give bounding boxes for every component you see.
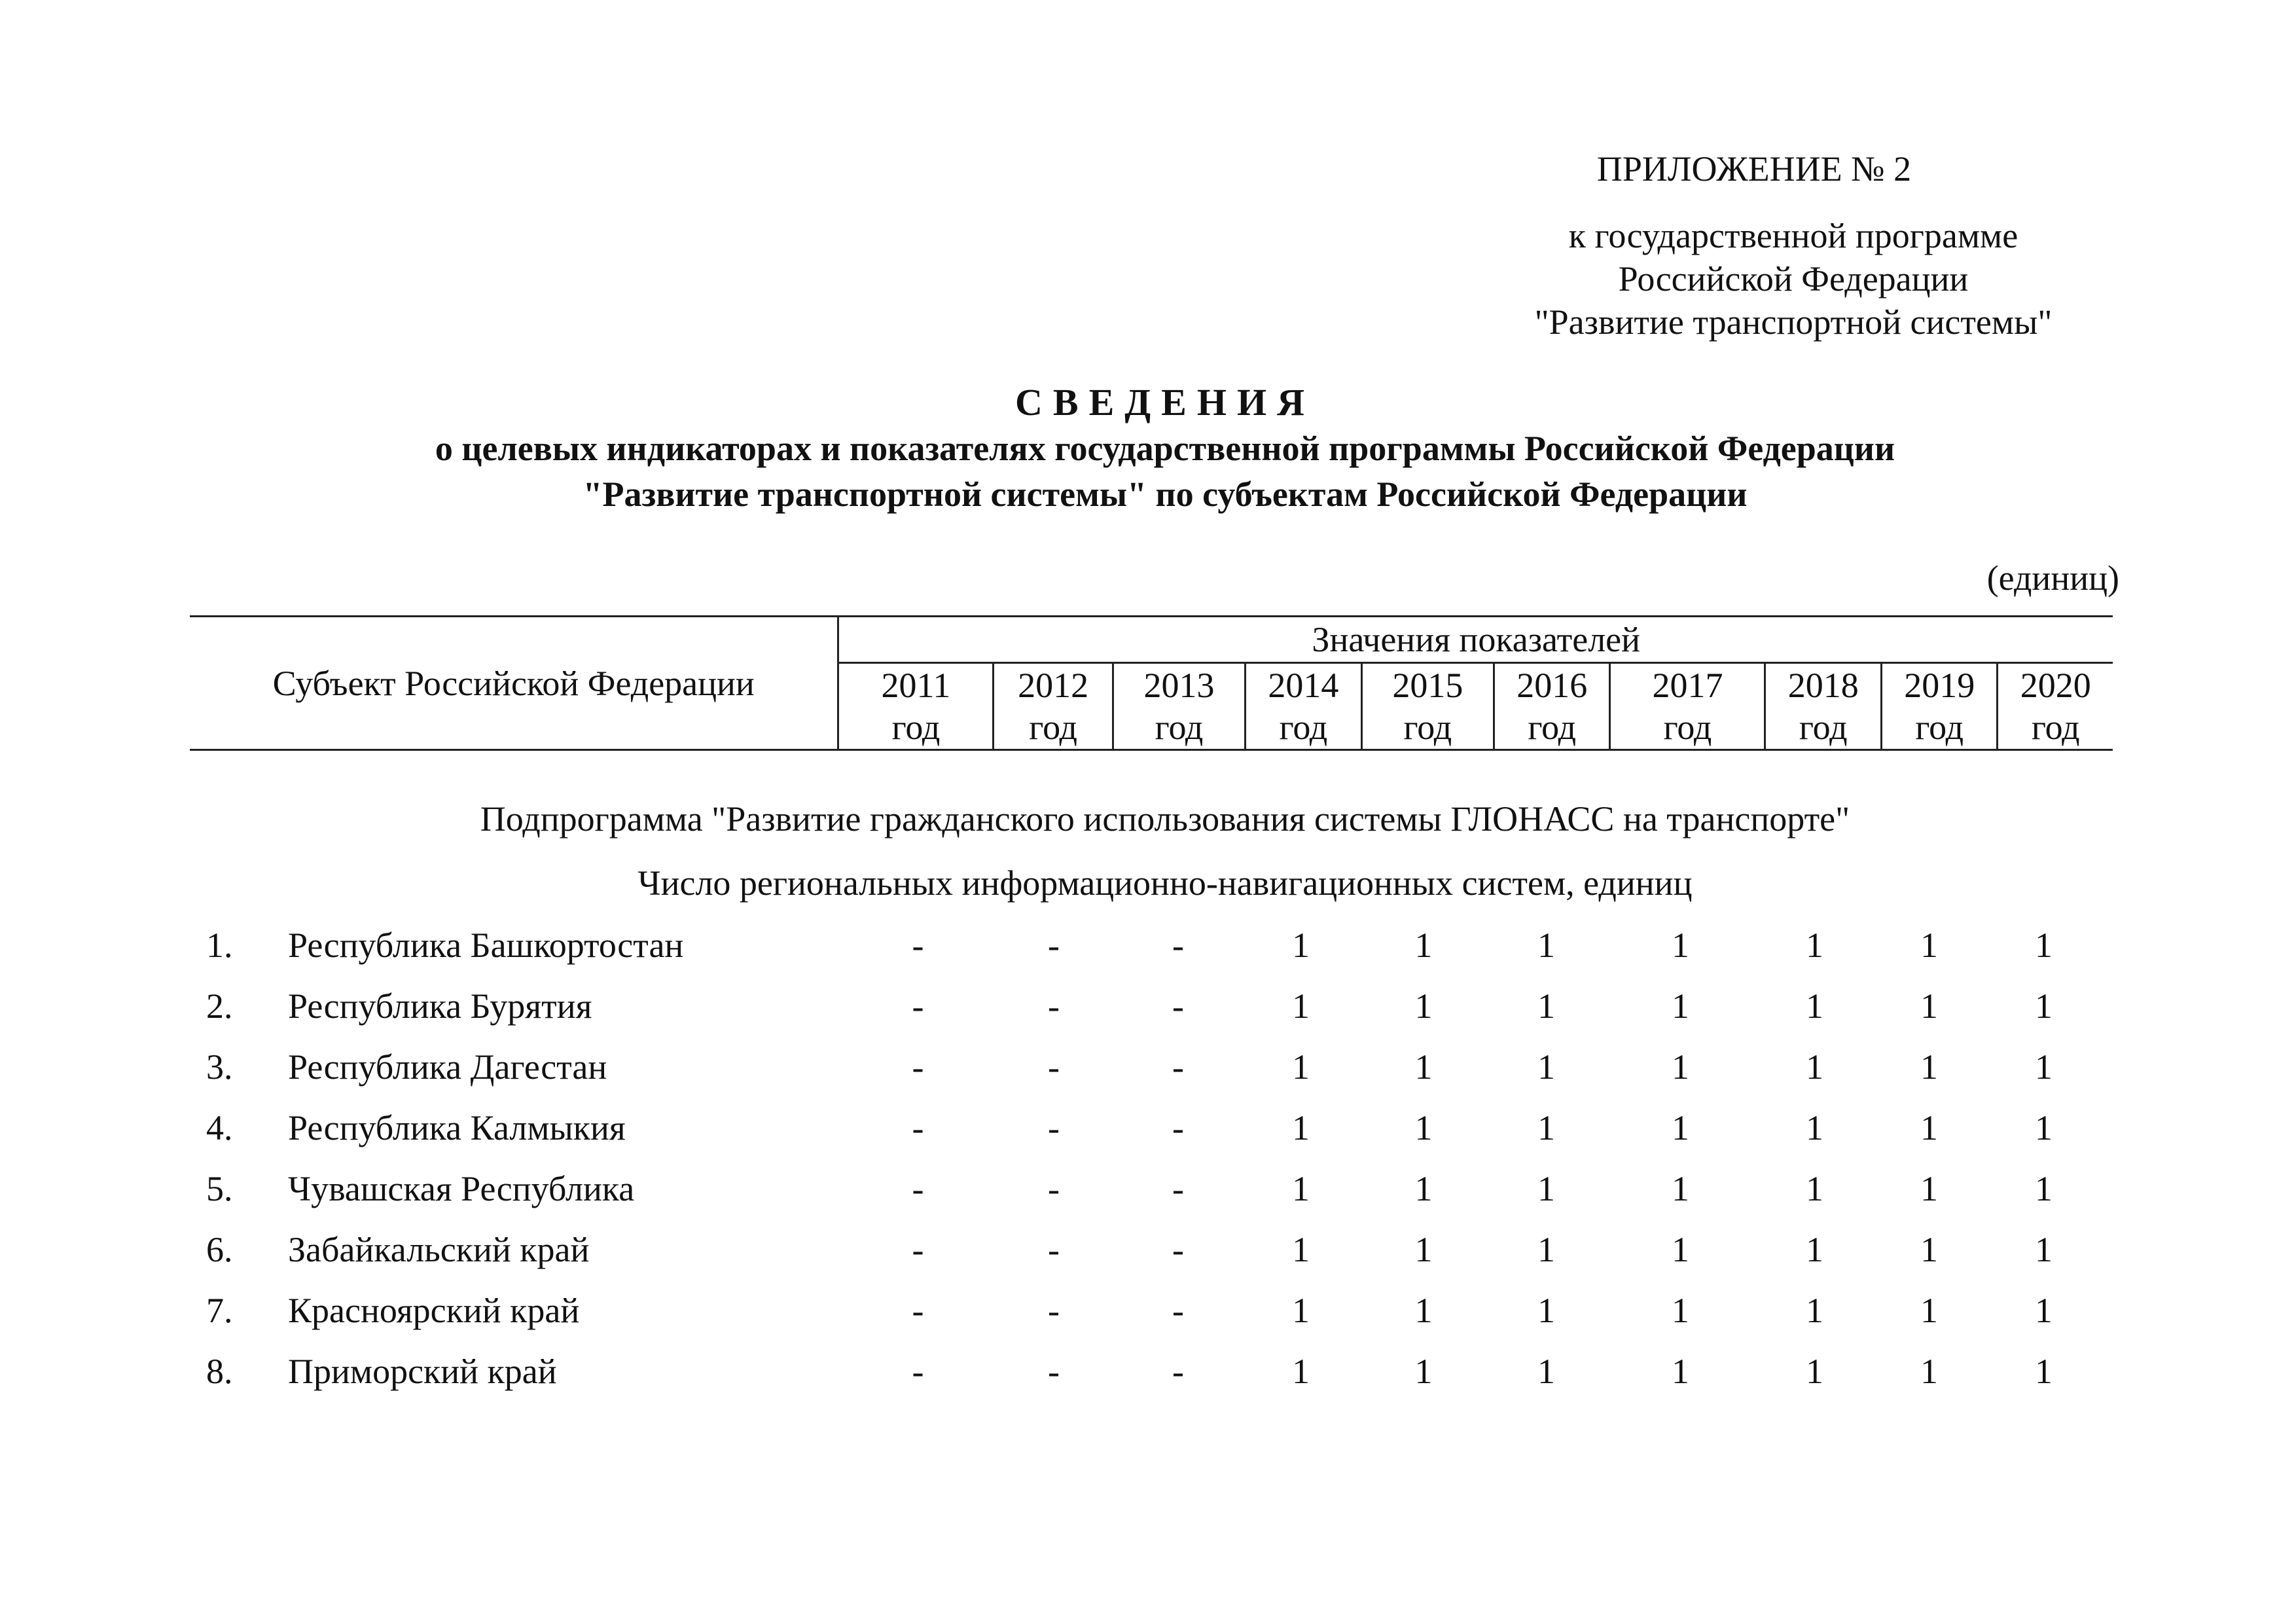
region-name: Республика Бурятия: [288, 986, 592, 1026]
year-label: 2017: [1652, 666, 1723, 705]
row-number: 8.: [206, 1352, 233, 1391]
value-cell-2017: 1: [1672, 1169, 1689, 1208]
year-label: 2016: [1516, 666, 1588, 705]
year-label: 2012: [1018, 666, 1089, 705]
value-cell-2011: -: [912, 986, 924, 1026]
value-cell-2016: 1: [1537, 1352, 1555, 1391]
value-cell-2018: 1: [1806, 1230, 1823, 1269]
title-line-2: "Развитие транспортной системы" по субъектам Российской Федерации: [583, 475, 1748, 514]
value-cell-2015: 1: [1414, 1352, 1433, 1391]
value-cell-2014: 1: [1292, 926, 1310, 965]
value-cell-2018: 1: [1806, 986, 1823, 1026]
value-cell-2018: 1: [1806, 1352, 1823, 1391]
value-cell-2016: 1: [1537, 1169, 1555, 1208]
value-cell-2011: -: [912, 1108, 924, 1147]
value-cell-2012: -: [1048, 1352, 1060, 1391]
appendix-number: ПРИЛОЖЕНИЕ № 2: [1596, 149, 1912, 189]
year-label: 2014: [1268, 666, 1339, 705]
value-cell-2011: -: [912, 1352, 924, 1391]
title-line-1: о целевых индикаторах и показателях государственной программы Российской Федерации: [435, 429, 1895, 468]
value-cell-2011: -: [912, 1169, 924, 1208]
value-cell-2014: 1: [1292, 986, 1310, 1026]
data-rows: [190, 915, 2113, 1402]
value-cell-2020: 1: [2035, 1230, 2053, 1269]
year-header-2016: [1494, 663, 1609, 750]
value-cell-2014: 1: [1292, 1291, 1310, 1330]
region-name: Приморский край: [288, 1352, 557, 1391]
value-cell-2017: 1: [1672, 1352, 1689, 1391]
value-cell-2012: -: [1048, 1047, 1060, 1087]
value-cell-2012: -: [1048, 1108, 1060, 1147]
appendix-line-2: Российской Федерации: [1618, 259, 1969, 298]
value-cell-2018: 1: [1806, 926, 1823, 965]
value-cell-2018: 1: [1806, 1047, 1823, 1087]
value-cell-2013: -: [1172, 986, 1184, 1026]
region-name: Республика Дагестан: [288, 1047, 607, 1087]
value-cell-2011: -: [912, 1291, 924, 1330]
year-label: 2011: [881, 666, 951, 705]
value-cell-2013: -: [1172, 1169, 1184, 1208]
year-header-2011: [838, 663, 994, 750]
year-label: 2015: [1392, 666, 1463, 705]
value-cell-2014: 1: [1292, 1352, 1310, 1391]
value-cell-2012: -: [1048, 926, 1060, 965]
value-cell-2020: 1: [2035, 1047, 2053, 1087]
value-cell-2013: -: [1172, 1047, 1184, 1087]
value-cell-2013: -: [1172, 1291, 1184, 1330]
value-cell-2016: 1: [1537, 1047, 1555, 1087]
value-cell-2020: 1: [2035, 1291, 2053, 1330]
appendix-block: [1440, 147, 2147, 344]
value-cell-2012: -: [1048, 1291, 1060, 1330]
value-cell-2017: 1: [1672, 1230, 1689, 1269]
value-cell-2017: 1: [1672, 1047, 1689, 1087]
value-cell-2015: 1: [1414, 1169, 1433, 1208]
value-cell-2017: 1: [1672, 986, 1689, 1026]
value-cell-2020: 1: [2035, 986, 2053, 1026]
value-cell-2013: -: [1172, 1108, 1184, 1147]
value-cell-2015: 1: [1414, 926, 1433, 965]
year-suffix: год: [1403, 708, 1452, 747]
table-row: [190, 1159, 2113, 1219]
value-cell-2017: 1: [1672, 1291, 1689, 1330]
year-label: 2020: [2020, 666, 2091, 705]
year-suffix: год: [1799, 708, 1848, 747]
value-cell-2014: 1: [1292, 1230, 1310, 1269]
value-cell-2018: 1: [1806, 1108, 1823, 1147]
value-cell-2019: 1: [1920, 1230, 1938, 1269]
value-cell-2019: 1: [1920, 1108, 1938, 1147]
value-cell-2013: -: [1172, 1230, 1184, 1269]
year-suffix: год: [1915, 708, 1964, 747]
value-cell-2017: 1: [1672, 926, 1689, 965]
year-header-2014: [1246, 663, 1361, 750]
row-number: 4.: [206, 1108, 233, 1147]
value-cell-2015: 1: [1414, 1108, 1433, 1147]
value-cell-2019: 1: [1920, 926, 1938, 965]
value-cell-2020: 1: [2035, 1169, 2053, 1208]
year-label: 2018: [1787, 666, 1859, 705]
table-row: [190, 915, 2113, 976]
row-number: 6.: [206, 1230, 233, 1269]
value-cell-2014: 1: [1292, 1047, 1310, 1087]
value-cell-2015: 1: [1414, 1047, 1433, 1087]
table-header: [190, 615, 2113, 751]
table-row: [190, 1098, 2113, 1159]
value-cell-2016: 1: [1537, 1108, 1555, 1147]
year-header-2018: [1765, 663, 1881, 750]
year-suffix: год: [1279, 708, 1328, 747]
year-header-2015: [1361, 663, 1494, 750]
row-number: 3.: [206, 1047, 233, 1087]
value-cell-2018: 1: [1806, 1169, 1823, 1208]
value-cell-2011: -: [912, 1230, 924, 1269]
value-cell-2019: 1: [1920, 1352, 1938, 1391]
year-suffix: год: [2031, 708, 2080, 747]
value-cell-2015: 1: [1414, 986, 1433, 1026]
value-cell-2016: 1: [1537, 986, 1555, 1026]
value-cell-2012: -: [1048, 1169, 1060, 1208]
year-label: 2019: [1904, 666, 1975, 705]
year-suffix: год: [1528, 708, 1577, 747]
value-cell-2017: 1: [1672, 1108, 1689, 1147]
region-name: Республика Башкортостан: [288, 926, 684, 965]
row-number: 5.: [206, 1169, 233, 1208]
value-cell-2011: -: [912, 926, 924, 965]
value-cell-2013: -: [1172, 1352, 1184, 1391]
year-suffix: год: [1029, 708, 1078, 747]
region-name: Республика Калмыкия: [288, 1108, 626, 1147]
year-header-2017: [1610, 663, 1765, 750]
year-header-2012: [994, 663, 1113, 750]
value-cell-2014: 1: [1292, 1108, 1310, 1147]
value-cell-2013: -: [1172, 926, 1184, 965]
value-cell-2016: 1: [1537, 926, 1555, 965]
table-row: [190, 1341, 2113, 1402]
appendix-line-1: к государственной программе: [1568, 216, 2018, 255]
year-header-2019: [1881, 663, 1997, 750]
value-cell-2012: -: [1048, 1230, 1060, 1269]
value-cell-2016: 1: [1537, 1230, 1555, 1269]
value-cell-2020: 1: [2035, 1108, 2053, 1147]
region-name: Красноярский край: [288, 1291, 580, 1330]
value-cell-2015: 1: [1414, 1291, 1433, 1330]
value-cell-2019: 1: [1920, 1047, 1938, 1087]
value-cell-2019: 1: [1920, 986, 1938, 1026]
year-suffix: год: [1155, 708, 1204, 747]
year-suffix: год: [891, 708, 941, 747]
value-cell-2019: 1: [1920, 1291, 1938, 1330]
row-number: 2.: [206, 986, 233, 1026]
table-row: [190, 1037, 2113, 1098]
year-suffix: год: [1663, 708, 1712, 747]
unit-label: (единиц): [1986, 558, 2119, 598]
year-header-2013: [1113, 663, 1245, 750]
value-cell-2014: 1: [1292, 1169, 1310, 1208]
year-header-2020: [1998, 663, 2113, 750]
value-cell-2018: 1: [1806, 1291, 1823, 1330]
table-row: [190, 1219, 2113, 1280]
row-number: 7.: [206, 1291, 233, 1330]
region-name: Забайкальский край: [288, 1230, 590, 1269]
region-name: Чувашская Республика: [288, 1169, 635, 1208]
value-cell-2019: 1: [1920, 1169, 1938, 1208]
subprogram-title: Подпрограмма "Развитие гражданского использования системы ГЛОНАСС на транспорте": [480, 799, 1850, 839]
row-number: 1.: [206, 926, 233, 965]
value-cell-2016: 1: [1537, 1291, 1555, 1330]
value-cell-2020: 1: [2035, 926, 2053, 965]
table-row: [190, 976, 2113, 1037]
title-heading: СВЕДЕНИЯ: [1015, 381, 1315, 424]
appendix-line-3: "Развитие транспортной системы": [1534, 302, 2053, 342]
subject-column-header: Субъект Российской Федерации: [272, 663, 755, 703]
value-cell-2011: -: [912, 1047, 924, 1087]
indicator-title: Число региональных информационно-навигационных систем, единиц: [637, 863, 1693, 903]
document-title: [183, 380, 2147, 517]
values-column-header: Значения показателей: [838, 617, 2113, 663]
year-label: 2013: [1143, 666, 1215, 705]
value-cell-2020: 1: [2035, 1352, 2053, 1391]
value-cell-2012: -: [1048, 986, 1060, 1026]
table-row: [190, 1280, 2113, 1341]
value-cell-2015: 1: [1414, 1230, 1433, 1269]
